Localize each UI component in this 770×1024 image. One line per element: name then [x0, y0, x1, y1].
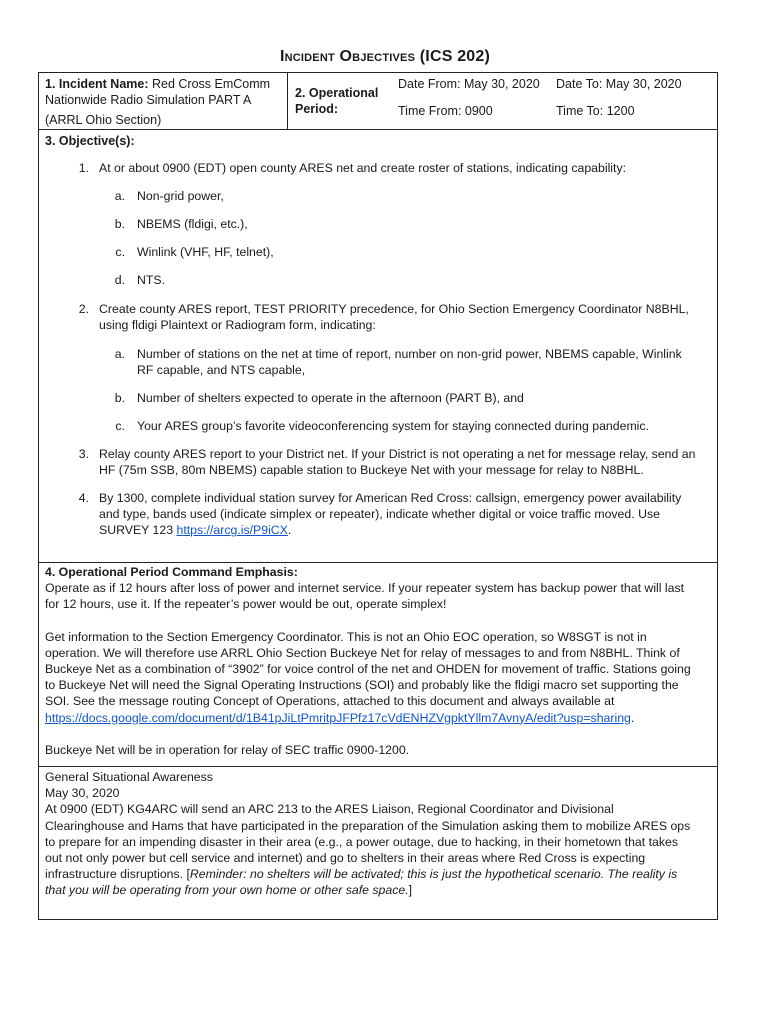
situational-section	[45, 769, 713, 899]
time-from: Time From: 0900	[398, 104, 493, 118]
emphasis-text: SOI. See the message routing Concept of Operations, attached to this document and always available at	[45, 694, 615, 709]
objective-number: 3.	[78, 447, 89, 461]
objective-4	[67, 490, 707, 539]
objective-number: 4.	[78, 491, 89, 505]
sub-letter: a.	[114, 189, 125, 203]
objective-text: HF (75m SSB, 80m NBEMS) capable station to Buckeye Net with your message for relay to N8BHL.	[99, 463, 644, 478]
situational-text: out not only power but cell service and internet) and go to shelters in their areas where Red Cross is expecting	[45, 851, 646, 866]
incident-name-value-3: (ARRL Ohio Section)	[45, 113, 162, 127]
incident-name-value-2: Nationwide Radio Simulation PART A	[45, 93, 252, 107]
form-title	[0, 48, 770, 66]
objective-1b	[111, 216, 691, 232]
emphasis-section	[45, 564, 713, 758]
emphasis-text: Operate as if 12 hours after loss of power and internet service. If your repeater system has backup power that will last	[45, 581, 685, 596]
sub-text: NBEMS (fldigi, etc.),	[137, 217, 248, 231]
sub-text: Non-grid power,	[137, 189, 224, 203]
date-from: Date From: May 30, 2020	[398, 77, 540, 91]
objective-2a	[111, 346, 691, 378]
objective-2	[67, 301, 707, 333]
op-period-label-2: Period:	[295, 102, 339, 116]
situational-text: Clearinghouse and Hams that have participated in the preparation of the Simulation asking them to mobilize ARES ops	[45, 818, 691, 833]
objective-2c	[111, 418, 691, 434]
emphasis-text: .	[630, 710, 635, 725]
ics-202-form	[38, 72, 718, 920]
objective-text: using fldigi Plaintext or Radiogram form, indicating:	[99, 318, 376, 333]
objective-text: and type, bands used (indicate simplex or repeater), indicate whether digital or voice traffic moved. Use	[99, 507, 660, 522]
emphasis-text: Get information to the Section Emergency Coordinator. This is not an Ohio EOC operation, so W8SGT is not in	[45, 629, 647, 644]
date-to: Date To: May 30, 2020	[556, 77, 682, 91]
incident-name-cell	[45, 76, 285, 128]
objective-number: 1.	[78, 161, 89, 175]
objective-number: 2.	[78, 302, 89, 316]
emphasis-text: for 12 hours, use it. If the repeater’s power would be out, operate simplex!	[45, 597, 447, 612]
situational-text: At 0900 (EDT) KG4ARC will send an ARC 213 to the ARES Liaison, Regional Coordinator and Divisional	[45, 802, 614, 817]
incident-name-label: 1. Incident Name:	[45, 77, 149, 91]
sub-letter: c.	[115, 419, 125, 433]
time-to: Time To: 1200	[556, 104, 635, 118]
sub-letter: d.	[114, 273, 125, 287]
sub-letter: a.	[114, 347, 125, 361]
soi-document-link[interactable]: https://docs.google.com/document/d/1B41pJiLtPmritpJFPfz17cVdENHZVgpktYllm7AvnyA/edit?usp=sharing	[45, 710, 631, 725]
objective-text: By 1300, complete individual station survey for American Red Cross: callsign, emergency power availability	[99, 491, 682, 505]
objective-text: Create county ARES report, TEST PRIORITY precedence, for Ohio Section Emergency Coordinator N8BHL,	[99, 302, 689, 316]
situational-reminder: that you will be operating from your own home or other safe space.	[45, 883, 409, 898]
objective-1c	[111, 244, 691, 260]
sub-letter: c.	[115, 245, 125, 259]
objectives-label	[45, 133, 135, 149]
situational-text: to prepare for an impending disaster in their area (e.g., a power outage, due to hacking, in their hometown that takes	[45, 834, 678, 849]
objective-3	[67, 446, 707, 478]
objective-1d	[111, 272, 691, 288]
form-title-text: Incident Objectives	[279, 48, 416, 65]
situational-date: May 30, 2020	[45, 786, 120, 801]
objective-text: SURVEY 123	[99, 523, 177, 538]
incident-name-value: Red Cross EmComm	[151, 77, 271, 91]
situational-text: infrastructure disruptions. [	[45, 867, 190, 882]
emphasis-text: Buckeye Net as a combination of “3902” for voice control of the net and OHDEN for movement of traffic. Stations going	[45, 662, 691, 677]
sub-text: RF capable, and NTS capable,	[137, 363, 306, 378]
form-title-code: (ICS 202)	[419, 48, 491, 65]
situational-reminder: Reminder: no shelters will be activated; this is just the hypothetical scenario. The reality is	[189, 867, 678, 882]
objective-1	[67, 160, 707, 176]
divider	[39, 766, 717, 767]
divider	[39, 129, 717, 130]
op-period-label-1: 2. Operational	[295, 86, 379, 100]
objective-text: Relay county ARES report to your District net. If your District is not operating a net for message relay, send an	[99, 447, 696, 461]
sub-letter: b.	[114, 217, 125, 231]
divider	[39, 562, 717, 563]
sub-text: Number of shelters expected to operate in the afternoon (PART B), and	[137, 391, 524, 405]
objectives-label-text: 3. Objective(s):	[45, 134, 135, 148]
op-period-label	[295, 85, 395, 117]
situational-text: ]	[408, 883, 413, 898]
objective-text: .	[287, 523, 292, 538]
emphasis-label: 4. Operational Period Command Emphasis:	[45, 565, 298, 579]
sub-letter: b.	[114, 391, 125, 405]
situational-heading: General Situational Awareness	[45, 770, 213, 784]
survey-link[interactable]: https://arcg.is/P9iCX	[176, 523, 288, 538]
objective-2b	[111, 390, 691, 406]
sub-text: NTS.	[137, 273, 166, 287]
sub-text: Winlink (VHF, HF, telnet),	[137, 245, 274, 259]
objective-1a	[111, 188, 691, 204]
emphasis-text: Buckeye Net will be in operation for relay of SEC traffic 0900-1200.	[45, 742, 410, 757]
emphasis-text: operation. We will therefore use ARRL Ohio Section Buckeye Net for relay of messages to and from N8BHL. Think of	[45, 645, 680, 660]
sub-text: Your ARES group’s favorite videoconferencing system for staying connected during pandemic.	[137, 419, 649, 433]
emphasis-text: to Buckeye Net will need the Signal Operating Instructions (SOI) and probably like the fldigi macro set supporting the	[45, 678, 679, 693]
sub-text: Number of stations on the net at time of report, number on non-grid power, NBEMS capable, Winlink	[137, 347, 682, 361]
objective-text: At or about 0900 (EDT) open county ARES net and create roster of stations, indicating capability:	[99, 161, 627, 175]
divider	[287, 73, 288, 129]
